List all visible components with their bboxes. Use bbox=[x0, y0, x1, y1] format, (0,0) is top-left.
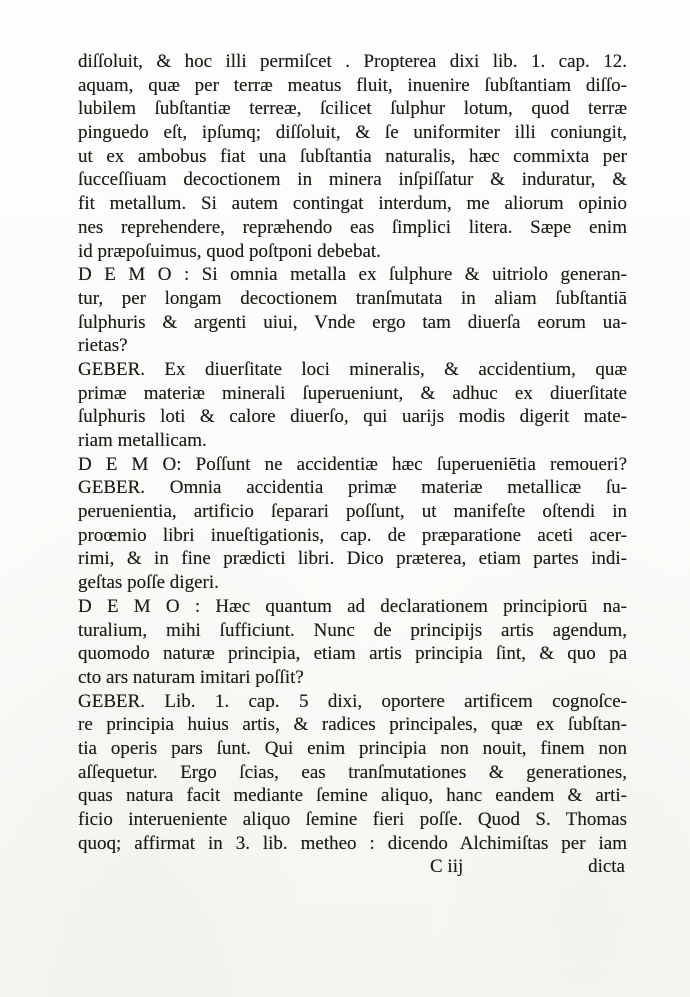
text-line: nes reprehendere, repræhendo eas ſimplici litera. Sæpe enim bbox=[78, 216, 627, 238]
text-line: peruenientia, artificio ſeparari poſſunt, ut manifeſte oſtendi in bbox=[78, 501, 627, 523]
text-line: ſucceſſiuam decoctionem in minera inſpiſſatur & induratur, & bbox=[78, 169, 627, 191]
text-line: tia operis pars ſunt. Qui enim principia non nouit, finem non bbox=[78, 737, 627, 759]
text-line: id præpoſuimus, quod poſtponi debebat. bbox=[78, 240, 381, 262]
text-line: D E M O : Si omnia metalla ex ſulphure & uitriolo generan- bbox=[78, 264, 627, 286]
text-line: pinguedo eſt, ipſumq; diſſoluit, & ſe uniformiter illi coniungit, bbox=[78, 122, 627, 144]
text-line: aquam, quæ per terræ meatus fluit, inuenire ſubſtantiam diſſo- bbox=[78, 74, 627, 96]
text-line: ſulphuris loti & calore diuerſo, qui uarijs modis digerit mate- bbox=[78, 406, 627, 428]
text-line: ut ex ambobus fiat una ſubſtantia naturalis, hæc commixta per bbox=[78, 145, 627, 167]
text-line: riam metallicam. bbox=[78, 430, 207, 451]
text-line: tur, per longam decoctionem tranſmutata in aliam ſubſtantiā bbox=[78, 287, 627, 309]
text-line: D E M O : Hæc quantum ad declarationem principiorū na- bbox=[78, 595, 627, 617]
text-line: aſſequetur. Ergo ſcias, eas tranſmutationes & generationes, bbox=[78, 761, 627, 783]
text-line: rimi, & in fine prædicti libri. Dico præterea, etiam partes indi- bbox=[78, 548, 627, 570]
text-line: turalium, mihi ſufficiunt. Nunc de principijs artis agendum, bbox=[78, 619, 627, 641]
text-line: cto ars naturam imitari poſſit? bbox=[78, 666, 304, 688]
text-line: GEBER. Lib. 1. cap. 5 dixi, oportere artificem cognoſce- bbox=[78, 690, 627, 712]
text-line: fit metallum. Si autem contingat interdum, me aliorum opinio bbox=[78, 193, 627, 215]
text-line: GEBER. Omnia accidentia primæ materiæ metallicæ ſu- bbox=[78, 477, 627, 499]
signature-line bbox=[78, 855, 627, 879]
text-line: proœmio libri inueſtigationis, cap. de præparatione aceti acer- bbox=[78, 524, 627, 546]
text-line: D E M O: Poſſunt ne accidentiæ hæc ſuperueniētia remoueri? bbox=[78, 453, 627, 475]
text-line: quas natura facit mediante ſemine aliquo, hanc eandem & arti- bbox=[78, 785, 627, 807]
signature-mark: C iij bbox=[430, 856, 464, 878]
text-line: ficio interueniente aliquo ſemine fieri poſſe. Quod S. Thomas bbox=[78, 809, 627, 830]
text-line: ſulphuris & argenti uiui, Vnde ergo tam diuerſa eorum ua- bbox=[78, 311, 627, 333]
text-line: re principia huius artis, & radices principales, quæ ex ſubſtan- bbox=[78, 714, 627, 736]
text-block bbox=[78, 50, 627, 879]
text-line: quoq; affirmat in 3. lib. metheo : dicendo Alchimiſtas per iam bbox=[78, 832, 627, 854]
text-line: diſſoluit, & hoc illi permiſcet . Propterea dixi lib. 1. cap. 12. bbox=[78, 51, 627, 72]
text-line: rietas? bbox=[78, 335, 128, 357]
text-line: primæ materiæ minerali ſuperueniunt, & adhuc ex diuerſitate bbox=[78, 382, 627, 404]
catchword: dicta bbox=[588, 856, 625, 878]
text-line: quomodo naturæ principia, etiam artis principia ſint, & quo pa bbox=[78, 643, 627, 665]
text-line: geſtas poſſe digeri. bbox=[78, 572, 219, 594]
text-line: lubilem ſubſtantiæ terreæ, ſcilicet ſulphur lotum, quod terræ bbox=[78, 98, 627, 120]
text-line: GEBER. Ex diuerſitate loci mineralis, & accidentium, quæ bbox=[78, 358, 627, 380]
body-text bbox=[78, 50, 627, 855]
